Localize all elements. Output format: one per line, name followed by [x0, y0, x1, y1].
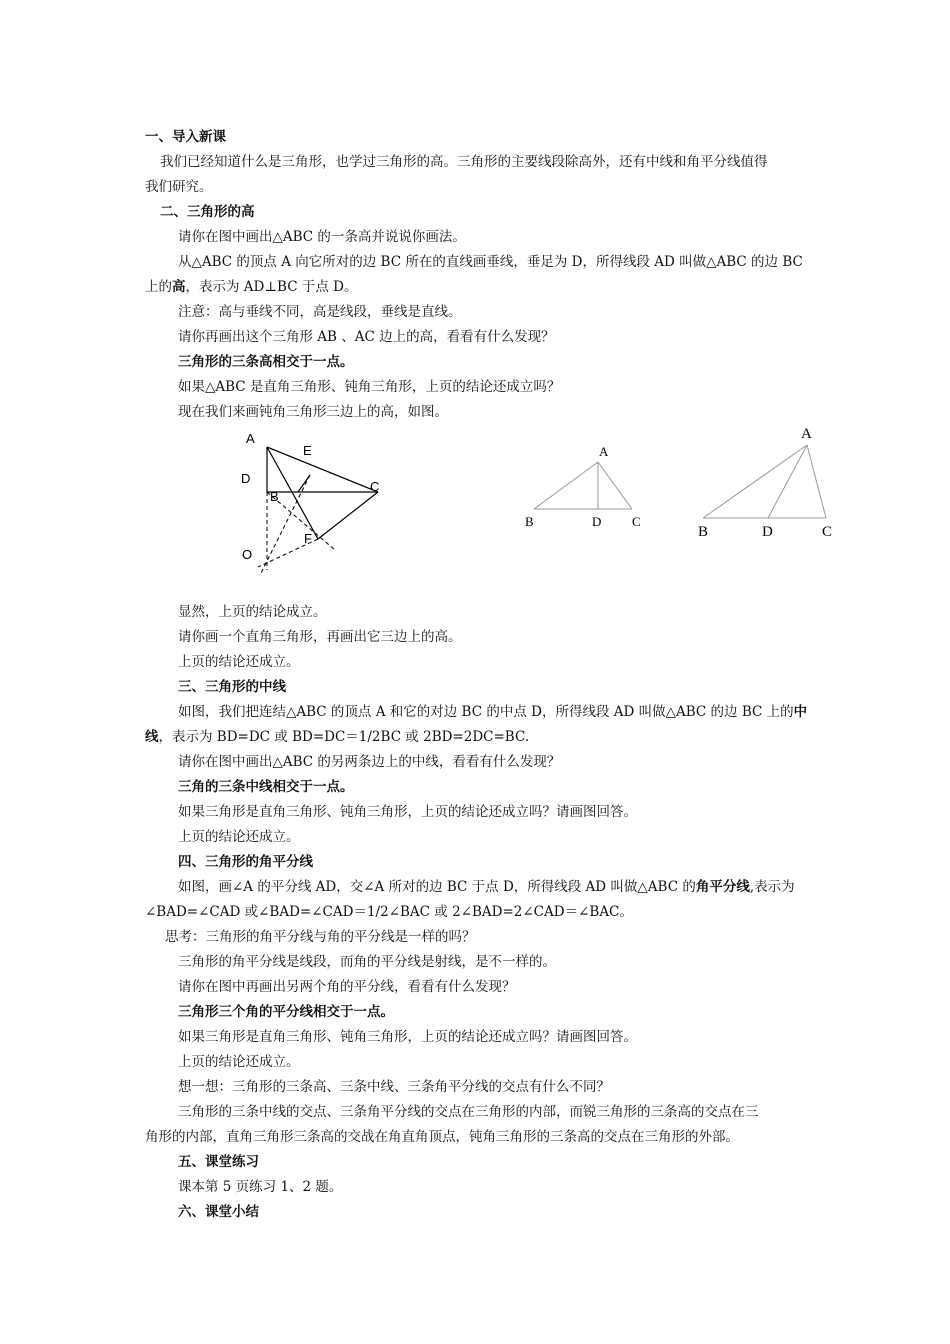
section-title-intro: 一、导入新课 [145, 129, 226, 145]
label-f: F [304, 531, 312, 546]
label-a: A [801, 426, 812, 442]
paragraph: 上页的结论还成立。 [178, 654, 300, 670]
paragraph: 请你再画出这个三角形 AB 、AC 边上的高，看看有什么发现？ [178, 329, 555, 345]
paragraph: 线，表示为 BD=DC 或 BD=DC＝1/2BC 或 2BD=2DC=BC. [145, 729, 530, 745]
paragraph: ∠BAD=∠CAD 或∠BAD=∠CAD＝1/2∠BAC 或 2∠BAD=2∠CAD＝∠BAC。 [145, 904, 633, 920]
paragraph: 上的高，表示为 AD⊥BC 于点 D。 [145, 279, 358, 295]
section-title-bisector: 四、三角形的角平分线 [178, 854, 313, 870]
conclusion-text: 三角的三条中线相交于一点。 [178, 779, 354, 795]
label-d: D [592, 514, 602, 529]
think-text: 思考：三角形的角平分线与角的平分线是一样的吗？ [165, 929, 476, 945]
paragraph: 显然，上页的结论成立。 [178, 604, 327, 620]
label-c: C [632, 514, 641, 529]
label-d: D [762, 524, 773, 540]
paragraph: 现在我们来画钝角三角形三边上的高，如图。 [178, 404, 448, 420]
label-b: B [270, 489, 279, 504]
section-title-median: 三、三角形的中线 [178, 679, 286, 695]
label-c: C [822, 524, 833, 540]
paragraph: 课本第 5 页练习 1、2 题。 [178, 1179, 343, 1195]
paragraph: 三角形的三条中线的交点、三条角平分线的交点在三角形的内部，而锐三角形的三条高的交点在三 [178, 1104, 759, 1120]
label-e: E [303, 443, 312, 458]
paragraph: 请你在图中画出△ABC 的另两条边上的中线，看看有什么发现？ [178, 754, 561, 770]
paragraph: 想一想：三角形的三条高、三条中线、三条角平分线的交点有什么不同？ [178, 1079, 610, 1095]
paragraph: 角形的内部，直角三角形三条高的交战在角直角顶点，钝角三角形的三条高的交点在三角形的外部。 [145, 1129, 739, 1145]
label-b: B [525, 514, 534, 529]
paragraph: 如果三角形是直角三角形、钝角三角形，上页的结论还成立吗？请画图回答。 [178, 1029, 637, 1045]
label-c: C [370, 479, 380, 494]
paragraph: 我们已经知道什么是三角形，也学过三角形的高。三角形的主要线段除高外，还有中线和角平分线值得 [160, 154, 768, 170]
paragraph: 从△ABC 的顶点 A 向它所对的边 BC 所在的直线画垂线，垂足为 D，所得线段 AD 叫做△ABC 的边 BC [178, 254, 803, 270]
paragraph: 上页的结论还成立。 [178, 1054, 300, 1070]
paragraph: 请你在图中再画出另两个角的平分线，看看有什么发现？ [178, 979, 516, 995]
paragraph: 我们研究。 [145, 179, 213, 195]
paragraph: 请你在图中画出△ABC 的一条高并说说你画法。 [178, 229, 466, 245]
paragraph: 如果三角形是直角三角形、钝角三角形，上页的结论还成立吗？请画图回答。 [178, 804, 637, 820]
figure-obtuse-altitudes [230, 425, 400, 585]
section-title-altitude: 二、三角形的高 [160, 204, 255, 220]
note-text: 注意：高与垂线不同，高是线段，垂线是直线。 [178, 304, 462, 320]
paragraph: 如图，我们把连结△ABC 的顶点 A 和它的对边 BC 的中点 D，所得线段 AD 叫做△ABC 的边 BC 上的中 [178, 704, 808, 720]
paragraph: 请你画一个直角三角形，再画出它三边上的高。 [178, 629, 462, 645]
label-d: D [241, 471, 251, 486]
paragraph: 如图，画∠A 的平分线 AD，交∠A 所对的边 BC 于点 D，所得线段 AD 叫做△ABC 的角平分线,表示为 [178, 879, 795, 895]
conclusion-text: 三角形三个角的平分线相交于一点。 [178, 1004, 394, 1020]
figure-altitude-ad [520, 438, 650, 538]
section-title-summary: 六、课堂小结 [178, 1204, 259, 1220]
paragraph: 如果△ABC 是直角三角形、钝角三角形，上页的结论还成立吗？ [178, 379, 561, 395]
paragraph: 上页的结论还成立。 [178, 829, 300, 845]
segment-cf [318, 492, 378, 539]
label-a: A [599, 444, 609, 459]
figure-median-ad [690, 420, 850, 545]
label-b: B [698, 524, 709, 540]
label-a: A [246, 431, 255, 446]
paragraph: 三角形的角平分线是线段，而角的平分线是射线，是不一样的。 [178, 954, 556, 970]
label-o: O [242, 547, 253, 562]
conclusion-text: 三角形的三条高相交于一点。 [178, 354, 354, 370]
section-title-practice: 五、课堂练习 [178, 1154, 259, 1170]
